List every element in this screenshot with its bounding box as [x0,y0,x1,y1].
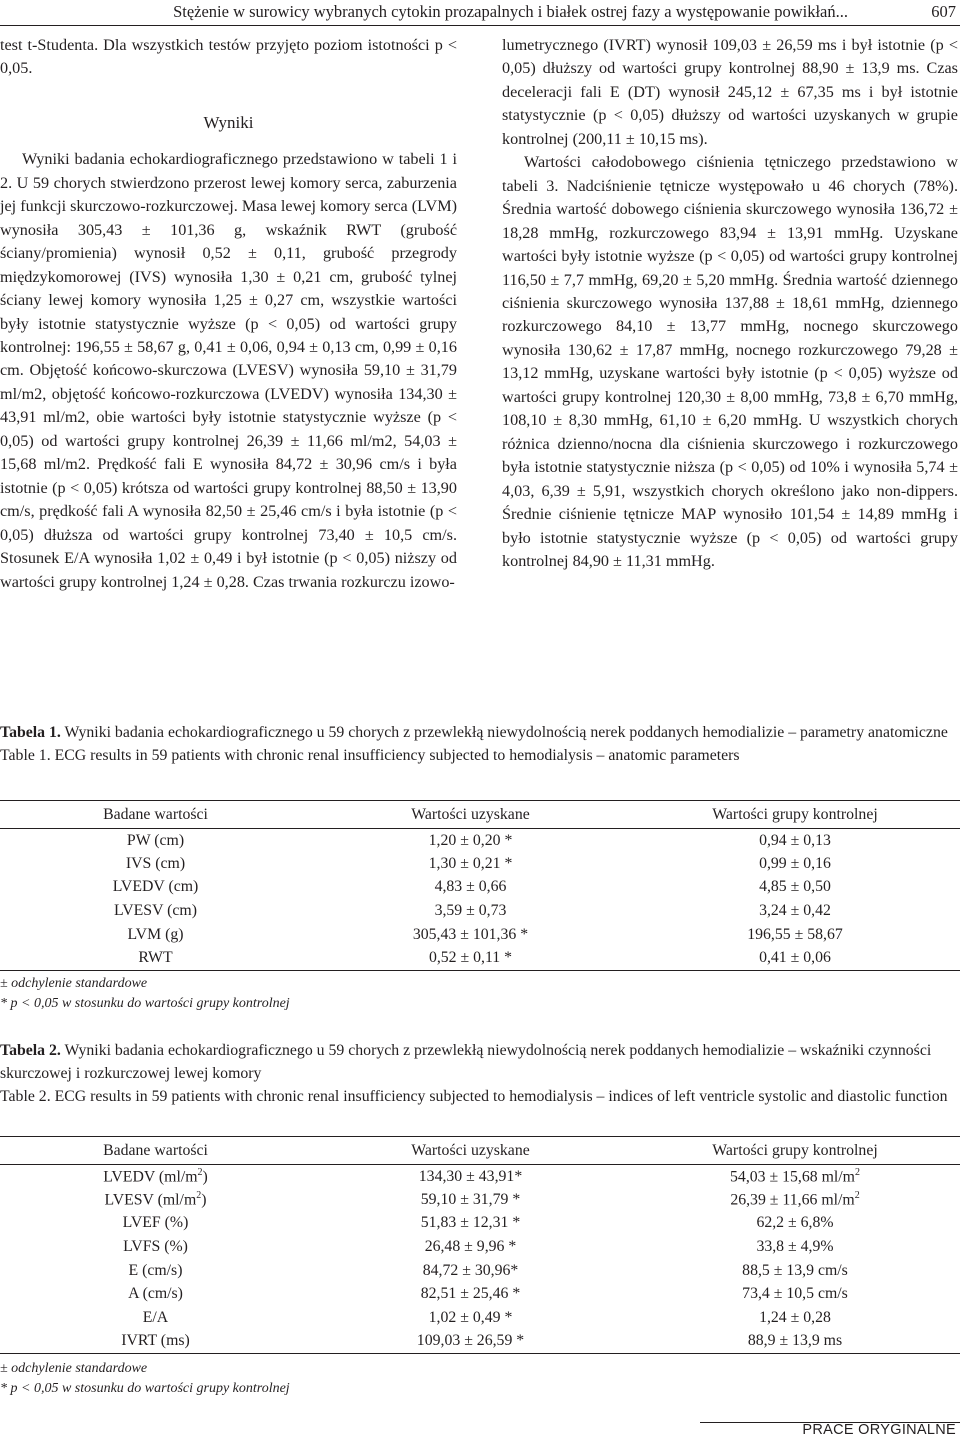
right-column [502,34,958,573]
table-cell: 73,4 ± 10,5 cm/s [742,1285,848,1303]
table-cell: 4,83 ± 0,66 [434,878,507,896]
table-cell: 26,48 ± 9,96 * [424,1238,517,1256]
table2-caption [0,1039,960,1108]
table-row [0,1330,960,1354]
table-cell: 134,30 ± 43,91* [418,1167,523,1185]
table1-note-p: * p < 0,05 w stosunku do wartości grupy kontrolnej [0,996,290,1011]
header-rule [0,25,960,26]
table-cell: 1,24 ± 0,28 [759,1308,831,1326]
table-cell: 1,02 ± 0,49 * [428,1308,513,1326]
table-cell: 1,20 ± 0,20 * [428,831,513,849]
table2-col-header: Wartości grupy kontrolnej [630,1137,960,1165]
table-row [0,852,960,876]
paragraph-ivrt-continued: lumetrycznego (IVRT) wynosił 109,03 ± 26,59 ms i był istotnie (p < 0,05) dłuższy od wartości grupy kontrolnej 88,90 ± 13,9 ms. Czas deceleracji fali E (DT) wynosił 245,12 ± 67,35 ms i był istotnie statystycznie (p < 0,05) dłuższy od wartości uzyskanych w grupie kontrolnej (200,11 ± 10,15 ms). [502,36,958,148]
table-cell: 62,2 ± 6,8% [756,1214,834,1232]
running-header [0,0,960,26]
table2-caption-en: Table 2. ECG results in 59 patients with chronic renal insufficiency subjected to hemodialysis – indices of left ventricle systolic and diastolic function [0,1088,948,1105]
table-cell: 54,03 ± 15,68 $ml/m^2$ [730,1166,860,1186]
table-cell: 1,30 ± 0,21 * [428,854,513,872]
table-row [0,1259,960,1283]
table-cell: 0,99 ± 0,16 [759,854,831,872]
table-cell: IVRT (ms) [0,1330,311,1354]
table2-label: Tabela 2. [0,1042,61,1059]
running-title: Stężenie w surowicy wybranych cytokin prozapalnych i białek ostrej fazy a występowanie powikłań... [173,2,848,21]
table2-note-sd: ± odchylenie standardowe [0,1361,148,1376]
table2-notes [0,1359,290,1399]
table-cell: 109,03 ± 26,59 * [311,1330,630,1354]
left-column [0,34,457,594]
table1-col-header: Wartości grupy kontrolnej [630,801,960,829]
table2-note-p: * p < 0,05 w stosunku do wartości grupy kontrolnej [0,1381,290,1396]
table1-caption-pl: Tabela 1. Wyniki badania echokardiograficznego u 59 chorych z przewlekłą niewydolnością nerek poddanych hemodializie – parametry anatomiczne [0,724,948,741]
table1 [0,800,960,971]
table-row [0,923,960,947]
table-cell: 0,41 ± 0,06 [630,946,960,970]
table-cell: 51,83 ± 12,31 * [420,1214,521,1232]
table-cell: 88,9 ± 13,9 ms [630,1330,960,1354]
table-cell: 33,8 ± 4,9% [756,1238,834,1256]
table-cell: 0,52 ± 0,11 * [311,946,630,970]
table-cell: PW (cm) [126,831,185,849]
table-cell: A (cm/s) [128,1285,183,1303]
table-row [0,946,960,970]
table1-header-row [0,801,960,829]
table-cell: LVEDV $(ml/m^2)$ [103,1166,208,1186]
paragraph-methods-end: test t-Studenta. Dla wszystkich testów przyjęto poziom istotności p < 0,05. [0,36,457,78]
table1-label: Tabela 1. [0,724,61,741]
table-cell: IVS (cm) [125,854,186,872]
table2 [0,1136,960,1354]
table1-col-header: Wartości uzyskane [311,801,630,829]
table-cell: RWT [0,946,311,970]
table-cell: LVESV $(ml/m^2)$ [104,1190,207,1209]
table-row [0,829,960,853]
table-row [0,1235,960,1259]
table-row [0,1282,960,1306]
section-heading-results: Wyniki [203,112,254,132]
table2-caption-pl: Tabela 2. Wyniki badania echokardiograficznego u 59 chorych z przewlekłą niewydolnością nerek poddanych hemodializie – wskaźniki czynności skurczowej i rozkurczowej lewej komory [0,1042,932,1082]
table1-notes [0,974,290,1014]
table-cell: 82,51 ± 25,46 * [420,1285,521,1303]
section-footer-label: PRACE ORYGINALNE [802,1422,956,1438]
table-cell: 4,85 ± 0,50 [759,878,831,896]
table-cell: 305,43 ± 101,36 * [412,925,529,943]
table1-caption-en: Table 1. ECG results in 59 patients with chronic renal insufficiency subjected to hemodialysis – anatomic parameters [0,747,740,764]
page-number: 607 [931,2,956,21]
table1-col-header: Badane wartości [0,801,311,829]
table1-note-sd: ± odchylenie standardowe [0,976,148,991]
table-cell: LVESV (cm) [114,902,197,920]
table-cell: E (cm/s) [128,1261,183,1279]
paragraph-blood-pressure: Wartości całodobowego ciśnienia tętniczego przedstawiono w tabeli 3. Nadciśnienie tętnicze występowało u 46 chorych (78%). Średnia wartość dobowego ciśnienia skurczowego wynosiła 136,72 ± 18,28 mmHg, rozkurczowego 83,94 ± 13,91 mmHg. Uzyskane wartości były istotnie wyższe (p < 0,05) od wartości grupy kontrolnej 116,50 ± 7,7 mmHg, 69,20 ± 5,20 mmHg. Średnia wartość dziennego ciśnienia skurczowego wynosiła 137,88 ± 18,61 mmHg, dziennego rozkurczowego 84,10 ± 13,77 mmHg, nocnego skurczowego wynosiła 130,62 ± 17,87 mmHg, nocnego rozkurczowego 79,28 ± 13,12 mmHg, uzyskane wartości były istotnie (p < 0,05) wyższe od wartości grupy kontrolnej 120,30 ± 8,00 mmHg, 73,8 ± 6,70 mmHg, 108,10 ± 8,30 mmHg, 61,10 ± 6,20 mmHg. U wszystkich chorych różnica dzienno/nocna dla ciśnienia skurczowego i rozkurczowego była istotnie statystycznie niższa (p < 0,05) od 10% i wynosiła 5,74 ± 4,03, 6,39 ± 5,91, wszystkich chorych określono jako non-dippers. Średnie ciśnienie tętnicze MAP wynosiło 101,54 ± 14,89 mmHg i było istotnie statystycznie wyższe (p < 0,05) od wartości grupy kontrolnej 84,90 ± 11,31 mmHg. [502,153,958,570]
table-cell: 84,72 ± 30,96* [422,1261,519,1279]
table-cell: LVEDV (cm) [112,878,199,896]
table-cell: 196,55 ± 58,67 [747,925,843,943]
table-cell: E/A [142,1308,169,1326]
table2-col-header: Wartości uzyskane [311,1137,630,1165]
table-cell: 0,94 ± 0,13 [759,831,831,849]
table2-col-header: Badane wartości [0,1137,311,1165]
table-cell: LVM (g) [127,925,184,943]
table-cell: 3,24 ± 0,42 [759,902,831,920]
table-row [0,1188,960,1212]
table-cell: 26,39 ± 11,66 $ml/m^2$ [730,1190,860,1209]
table-cell: LVFS (%) [123,1238,188,1256]
paragraph-results-echo: Wyniki badania echokardiograficznego przedstawiono w tabeli 1 i 2. U 59 chorych stwierdzono przerost lewej komory serca, zaburzenia jej funkcji skurczowo-rozkurczowej. Masa lewej komory serca (LVM) wynosiła 305,43 ± 101,36 g, wskaźnik RWT (grubość ściany/promienia) wynosił 0,52 ± 0,11, grubość przegrody międzykomorowej (IVS) wynosiła 1,30 ± 0,21 cm, grubość tylnej ściany lewej komory wynosiła 1,25 ± 0,27 cm, wszystkie wartości były istotnie statystycznie wyższe (p < 0,05) od wartości grupy kontrolnej: 196,55 ± 58,67 g, 0,41 ± 0,06, 0,94 ± 0,13 cm, 0,99 ± 0,16 cm. Objętość końcowo-skurczowa (LVESV) wynosiła 59,10 ± 31,79 ml/m2, objętość końcowo-rozkurczowa (LVEDV) wynosiła 134,30 ± 43,91 ml/m2, obie wartości były istotnie statystycznie wyższe (p < 0,05) od wartości grupy kontrolnej 26,39 ± 11,66 ml/m2, 54,03 ± 15,68 ml/m2. Prędkość fali E wynosiła 84,72 ± 30,96 cm/s i była istotnie (p < 0,05) krótsza od wartości grupy kontrolnej 88,50 ± 13,90 cm/s, prędkość fali A wynosiła 82,50 ± 25,46 cm/s i była istotnie (p < 0,05) dłuższa od wartości grupy kontrolnej 73,40 ± 10,5 cm/s. Stosunek E/A wynosiła 1,02 ± 0,49 i był istotnie (p < 0,05) niższy od wartości grupy kontrolnej 1,24 ± 0,28. Czas trwania rozkurczu izowo- [0,150,457,591]
table-row [0,1212,960,1236]
table2-header-row [0,1137,960,1165]
table-row [0,876,960,900]
table-cell: LVEF (%) [122,1214,189,1232]
table-cell: 3,59 ± 0,73 [434,902,507,920]
table-cell: 59,10 ± 31,79 * [420,1190,521,1208]
table-row [0,899,960,923]
table-cell: 88,5 ± 13,9 cm/s [742,1261,848,1279]
table-row [0,1165,960,1189]
table-row [0,1306,960,1330]
table1-caption [0,721,960,767]
